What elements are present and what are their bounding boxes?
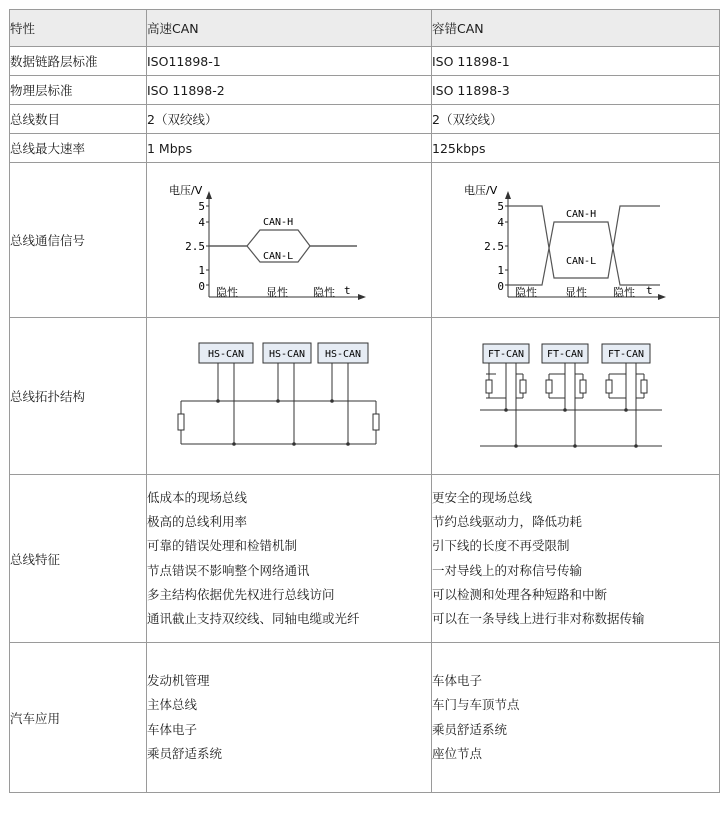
header-row xyxy=(10,10,720,47)
row-signal xyxy=(10,163,720,318)
header-high-speed-can: 高速CAN xyxy=(147,10,432,47)
list-item: 多主结构依据优先权进行总线访问 xyxy=(147,586,335,602)
ft-node-2-label: FT-CAN xyxy=(546,349,584,360)
list-item: 更安全的现场总线 xyxy=(432,489,533,505)
recessive-label-1: 隐性 xyxy=(216,286,238,299)
row-speed xyxy=(10,134,720,163)
list-item: 可以检测和处理各种短路和中断 xyxy=(432,586,608,602)
hs-application-list xyxy=(147,669,431,767)
ft-topology-cell xyxy=(432,318,720,475)
list-item: 乘员舒适系统 xyxy=(432,721,508,737)
can-l-label: CAN-L xyxy=(263,251,294,262)
y-axis-arrow xyxy=(505,191,511,199)
hs-topology-diagram xyxy=(147,318,432,474)
ft-signal-diagram xyxy=(432,163,720,317)
ft-features-cell xyxy=(432,475,720,643)
list-item: 低成本的现场总线 xyxy=(147,489,248,505)
recessive-label-2: 隐性 xyxy=(313,286,335,299)
ft-application-list xyxy=(432,669,719,767)
recessive-label-1: 隐性 xyxy=(515,286,537,299)
hs-node-1-label: HS-CAN xyxy=(207,349,245,360)
can-l-label: CAN-L xyxy=(566,256,597,267)
list-item: 通讯截止支持双绞线、同轴电缆或光纤 xyxy=(147,611,360,627)
label-speed: 总线最大速率 xyxy=(10,134,147,163)
hs-node-3-label: HS-CAN xyxy=(324,349,362,360)
y-axis-label: 电压/V xyxy=(464,184,498,197)
row-wires xyxy=(10,105,720,134)
tick-5: 5 xyxy=(497,200,504,213)
dominant-label: 显性 xyxy=(565,286,587,299)
ft-signal-cell xyxy=(432,163,720,318)
tick-4: 4 xyxy=(497,216,504,229)
list-item: 乘员舒适系统 xyxy=(147,746,223,761)
header-fault-tolerant-can: 容错CAN xyxy=(432,10,720,47)
row-data-link xyxy=(10,47,720,76)
list-item: 节点错误不影响整个网络通讯 xyxy=(147,562,310,578)
hs-application-cell xyxy=(147,643,432,793)
ft-node-3-label: FT-CAN xyxy=(607,349,645,360)
label-signal: 总线通信信号 xyxy=(10,163,147,318)
time-label: t xyxy=(646,284,653,297)
row-physical xyxy=(10,76,720,105)
list-item: 节约总线驱动力，降低功耗 xyxy=(432,513,583,529)
tick-2-5: 2.5 xyxy=(484,240,504,253)
label-wires: 总线数目 xyxy=(10,105,147,134)
list-item: 一对导线上的对称信号传输 xyxy=(432,562,583,578)
ft-topology-diagram xyxy=(432,318,720,474)
list-item: 可靠的错误处理和检错机制 xyxy=(147,538,298,554)
ft-bus-wires xyxy=(480,363,662,446)
can-h-label: CAN-H xyxy=(566,209,597,220)
ft-junctions xyxy=(504,408,638,448)
ft-physical: ISO 11898-3 xyxy=(432,76,720,105)
row-application xyxy=(10,643,720,793)
list-item: 引下线的长度不再受限制 xyxy=(432,538,570,554)
list-item: 极高的总线利用率 xyxy=(147,513,248,529)
dominant-label: 显性 xyxy=(266,286,288,299)
list-item: 车体电子 xyxy=(432,672,483,688)
label-topology: 总线拓扑结构 xyxy=(10,318,147,475)
tick-2-5: 2.5 xyxy=(185,240,205,253)
hs-physical: ISO 11898-2 xyxy=(147,76,432,105)
tick-1: 1 xyxy=(198,264,205,277)
hs-wires: 2（双绞线） xyxy=(147,105,432,134)
header-characteristic: 特性 xyxy=(10,10,147,47)
ft-features-list xyxy=(432,486,719,632)
list-item: 车体电子 xyxy=(147,721,198,737)
y-axis-label: 电压/V xyxy=(169,184,203,197)
hs-node-2-label: HS-CAN xyxy=(268,349,306,360)
tick-4: 4 xyxy=(198,216,205,229)
list-item: 主体总线 xyxy=(147,697,198,712)
hs-can-h-trace xyxy=(209,230,357,246)
x-axis-arrow xyxy=(358,294,366,300)
label-features: 总线特征 xyxy=(10,475,147,643)
list-item: 可以在一条导线上进行非对称数据传输 xyxy=(432,611,645,627)
can-h-label: CAN-H xyxy=(263,217,294,228)
row-topology xyxy=(10,318,720,475)
hs-bus-wires xyxy=(181,363,376,444)
hs-features-list xyxy=(147,486,431,632)
tick-0: 0 xyxy=(198,280,205,293)
hs-terminator-right xyxy=(373,414,379,430)
tick-0: 0 xyxy=(497,280,504,293)
y-axis-arrow xyxy=(206,191,212,199)
row-features xyxy=(10,475,720,643)
hs-topology-cell xyxy=(147,318,432,475)
label-data-link: 数据链路层标准 xyxy=(10,47,147,76)
list-item: 发动机管理 xyxy=(147,672,210,688)
label-physical: 物理层标准 xyxy=(10,76,147,105)
list-item: 车门与车顶节点 xyxy=(432,697,520,712)
time-label: t xyxy=(344,284,351,297)
ft-resistors xyxy=(486,380,647,393)
label-application: 汽车应用 xyxy=(10,643,147,793)
hs-speed: 1 Mbps xyxy=(147,134,432,163)
ft-speed: 125kbps xyxy=(432,134,720,163)
ft-wires: 2（双绞线） xyxy=(432,105,720,134)
comparison-table-wrapper xyxy=(9,9,720,793)
can-comparison-table xyxy=(9,9,720,793)
ft-application-cell xyxy=(432,643,720,793)
hs-signal-cell xyxy=(147,163,432,318)
x-axis-arrow xyxy=(658,294,666,300)
hs-junctions xyxy=(216,399,350,446)
tick-1: 1 xyxy=(497,264,504,277)
hs-signal-diagram xyxy=(147,163,432,317)
tick-5: 5 xyxy=(198,200,205,213)
ft-data-link: ISO 11898-1 xyxy=(432,47,720,76)
hs-data-link: ISO11898-1 xyxy=(147,47,432,76)
ft-node-1-label: FT-CAN xyxy=(487,349,525,360)
hs-features-cell xyxy=(147,475,432,643)
list-item: 座位节点 xyxy=(432,746,483,761)
ft-can-h-trace xyxy=(508,222,660,285)
hs-terminator-left xyxy=(178,414,184,430)
recessive-label-2: 隐性 xyxy=(613,286,635,299)
